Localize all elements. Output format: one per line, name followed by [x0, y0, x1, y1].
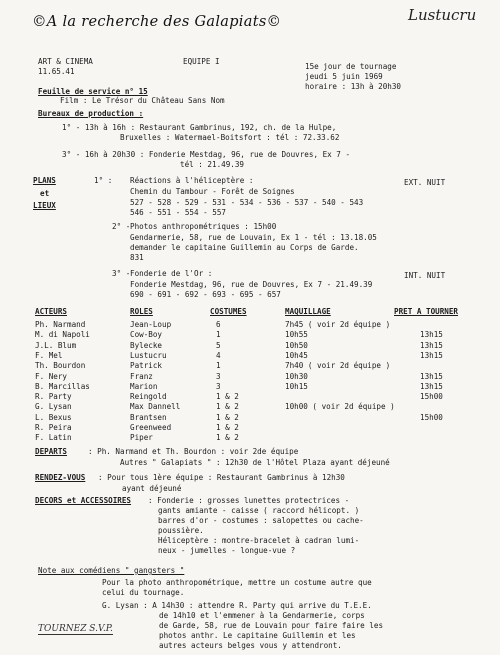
- cast-makeup: 10h30: [285, 371, 308, 381]
- departs-label: DEPARTS: [35, 447, 68, 456]
- cast-ready: 15h00: [420, 412, 443, 422]
- cast-actor: R. Party: [35, 392, 72, 402]
- plan1-line: 546 - 551 - 554 - 557: [130, 208, 227, 217]
- production-line1: 1° - 13h à 16h : Restaurant Gambrinus, 192, ch. de la Hulpe,: [62, 123, 337, 132]
- cast-costume: 1 & 2: [216, 423, 239, 432]
- plan2-line: Gendarmerie, 58, rue de Louvain, Ex 1 - tél : 13.18.05: [130, 233, 377, 242]
- plan3-title: Fonderie de l'Or :: [130, 269, 213, 278]
- production-label: Bureaux de production :: [38, 109, 144, 118]
- notes-line: autres acteurs belges vous y attendront.: [159, 641, 342, 650]
- shooting-schedule: horaire : 13h à 20h30: [305, 82, 402, 91]
- plans-label: PLANS: [33, 176, 56, 185]
- notes-line: de 14h10 et l'emmener à la Gendarmerie, corps: [159, 611, 365, 620]
- cast-role: Brantsen: [130, 412, 167, 422]
- cast-header-makeup: MAQUILLAGE: [285, 307, 331, 316]
- cast-actor: J.L. Blum: [35, 340, 77, 350]
- cast-ready: 13h15: [420, 330, 443, 340]
- plan1-title: Réactions à l'héliceptère :: [130, 176, 254, 185]
- notes-line: de Garde, 58, rue de Louvain pour faire faire les: [159, 621, 384, 630]
- cast-role: Cow-Boy: [130, 330, 163, 340]
- cast-costume: 1: [216, 330, 221, 340]
- cast-actor: M. di Napoli: [35, 330, 90, 340]
- plan2-line: demander le capitaine Guillemin au Corps de Garde.: [130, 243, 359, 252]
- company-name: ART & CINEMA: [38, 57, 93, 66]
- cast-costume: 1 & 2: [216, 402, 239, 412]
- notes-line: G. Lysan : A 14h30 : attendre R. Party qui arrive du T.E.E.: [102, 601, 372, 610]
- cast-makeup: 10h45: [285, 350, 308, 360]
- shooting-day: 15e jour de tournage: [305, 62, 397, 71]
- cast-actor: R. Peira: [35, 423, 72, 432]
- cast-actor: G. Lysan: [35, 402, 72, 412]
- plan2-line: 831: [130, 253, 144, 262]
- production-line1b: Bruxelles : Watermael-Boitsfort : tél : 72.33.62: [120, 133, 340, 142]
- film-title: Film : Le Trésor du Château Sans Nom: [60, 96, 225, 105]
- cast-header-actors: ACTEURS: [35, 307, 68, 316]
- notes-line: photos anthr. Le capitaine Guillemin et les: [159, 631, 356, 640]
- plan3-line: 690 - 691 - 692 - 693 - 695 - 657: [130, 290, 281, 299]
- cast-header-ready: PRET A TOURNER: [394, 307, 459, 316]
- notes-title: Note aux comédiens " gangsters ": [38, 566, 185, 575]
- plan2-number: 2° -: [112, 222, 131, 231]
- departs-line2: Autres " Galapiats " : 12h30 de l'Hôtel Plaza ayant déjeuné: [120, 458, 390, 467]
- plan1-line: Chemin du Tambour - Forêt de Soignes: [130, 187, 295, 196]
- plans-label-and: et: [40, 189, 50, 198]
- cast-makeup: 10h15: [285, 381, 308, 391]
- cast-actor: Th. Bourdon: [35, 361, 86, 371]
- cast-makeup: 10h55: [285, 330, 308, 340]
- production-line2: 3° - 16h à 20h30 : Fonderie Mestdag, 96, rue de Douvres, Ex 7 -: [62, 150, 351, 159]
- plan3-tag: INT. NUIT: [404, 271, 446, 280]
- decors-line: neux - jumelles - longue-vue ?: [158, 546, 296, 555]
- notes-line: Pour la photo anthropométrique, mettre un costume autre que: [102, 578, 372, 587]
- cast-costume: 5: [216, 340, 221, 350]
- shooting-date: jeudi 5 juin 1969: [305, 72, 383, 81]
- cast-actor: F. Mel: [35, 350, 63, 360]
- cast-role: Lustucru: [130, 350, 167, 360]
- cast-actor: L. Bexus: [35, 412, 72, 422]
- places-label: LIEUX: [33, 201, 56, 210]
- production-line2b: tél : 21.49.39: [180, 160, 245, 169]
- cast-header-costumes: COSTUMES: [210, 307, 247, 316]
- team-label: EQUIPE I: [183, 57, 220, 66]
- cast-ready: 13h15: [420, 381, 443, 391]
- cast-costume: 1 & 2: [216, 433, 239, 443]
- cast-role: Patrick: [130, 361, 163, 371]
- cast-costume: 4: [216, 350, 221, 360]
- copyright-watermark: ©A la recherche des Galapiats©: [32, 14, 282, 30]
- cast-ready: 13h15: [420, 340, 443, 350]
- cast-costume: 1 & 2: [216, 412, 239, 422]
- cast-role: Greenweed: [130, 423, 172, 432]
- cast-costume: 1: [216, 361, 221, 371]
- turn-over-stamp: TOURNEZ S.V.P.: [38, 624, 113, 634]
- notes-line: celui du tournage.: [102, 588, 185, 597]
- cast-makeup: 10h50: [285, 340, 308, 350]
- decors-label: DECORS et ACCESSOIRES: [35, 496, 132, 505]
- rendezvous-label: RENDEZ-VOUS: [35, 473, 86, 482]
- company-phone: 11.65.41: [38, 67, 75, 76]
- decors-line: gants amiante - caisse ( raccord hélicopt. ): [158, 506, 360, 515]
- plan3-line: Fonderie Mestdag, 96, rue de Douvres, Ex 7 - 21.49.39: [130, 280, 373, 289]
- cast-actor: B. Marcillas: [35, 381, 90, 391]
- cast-role: Piper: [130, 433, 153, 443]
- cast-actor: F. Latin: [35, 433, 72, 443]
- plan2-title: Photos anthropométriques : 15h00: [130, 222, 277, 231]
- decors-line: : Fonderie : grosses lunettes protectrices -: [148, 496, 350, 505]
- rendezvous-line1: : Pour tous 1ère équipe : Restaurant Gambrinus à 12h30: [98, 473, 345, 482]
- cast-ready: 13h15: [420, 371, 443, 381]
- decors-line: barres d'or - costumes : salopettes ou cache-: [158, 516, 364, 525]
- handwritten-note: Lustucru: [408, 6, 477, 24]
- cast-role: Franz: [130, 371, 153, 381]
- decors-line: poussière.: [158, 526, 204, 535]
- cast-makeup: 10h00 ( voir 2d équipe ): [285, 402, 395, 412]
- cast-costume: 3: [216, 371, 221, 381]
- cast-actor: F. Nery: [35, 371, 68, 381]
- cast-makeup: 7h45 ( voir 2d équipe ): [285, 320, 391, 329]
- cast-costume: 3: [216, 381, 221, 391]
- sheet-title: Feuille de service n° 15: [38, 87, 148, 96]
- cast-ready: 13h15: [420, 350, 443, 360]
- cast-role: Jean-Loup: [130, 320, 172, 329]
- decors-line: Héliceptère : montre-bracelet à cadran lumi-: [158, 536, 360, 545]
- cast-role: Bylecke: [130, 340, 163, 350]
- cast-costume: 1 & 2: [216, 392, 239, 402]
- cast-header-roles: ROLES: [130, 307, 153, 316]
- cast-role: Reingold: [130, 392, 167, 402]
- departs-line1: : Ph. Narmand et Th. Bourdon : voir 2de équipe: [88, 447, 299, 456]
- plan1-number: 1° :: [94, 176, 113, 185]
- cast-role: Marion: [130, 381, 158, 391]
- cast-ready: 15h00: [420, 392, 443, 402]
- plan3-number: 3° -: [112, 269, 131, 278]
- rendezvous-line2: ayant déjeuné: [122, 484, 182, 493]
- plan1-tag: EXT. NUIT: [404, 178, 446, 187]
- cast-role: Max Dannell: [130, 402, 181, 412]
- cast-actor: Ph. Narmand: [35, 320, 86, 329]
- plan1-line: 527 - 528 - 529 - 531 - 534 - 536 - 537 - 540 - 543: [130, 198, 364, 207]
- cast-costume: 6: [216, 320, 221, 329]
- cast-makeup: 7h40 ( voir 2d équipe ): [285, 361, 391, 371]
